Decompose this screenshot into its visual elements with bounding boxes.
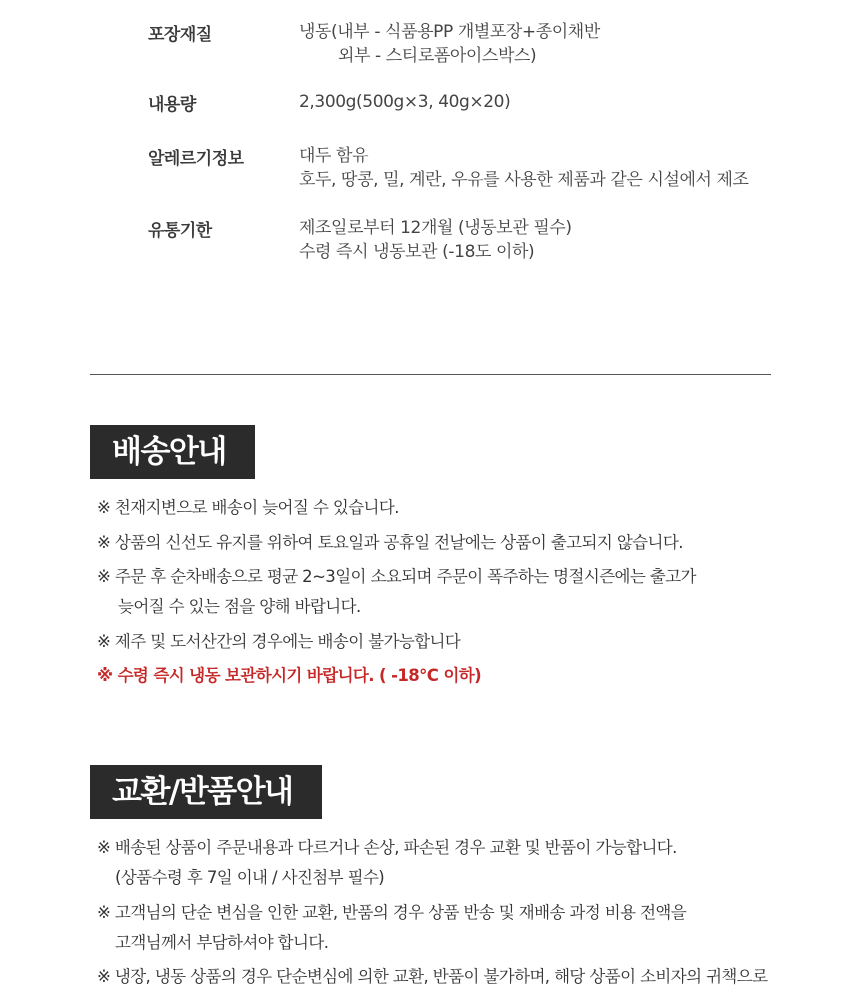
delivery-notice — [97, 562, 696, 622]
notice-line: ※ 배송된 상품이 주문내용과 다르거나 손상, 파손된 경우 교환 및 반품이 가능합니다. — [97, 838, 677, 857]
returns-notice — [97, 898, 686, 958]
spec-value-line: 호두, 땅콩, 밀, 계란, 우유를 사용한 제품과 같은 시설에서 제조 — [299, 170, 749, 190]
spec-value-line: 대두 함유 — [299, 146, 369, 166]
notice-line: ※ 천재지변으로 배송이 늦어질 수 있습니다. — [97, 498, 399, 517]
spec-value-line: 2,300g(500g×3, 40g×20) — [299, 92, 511, 112]
notice-line: ※ 냉장, 냉동 상품의 경우 단순변심에 의한 교환, 반품이 불가하며, 해당 상품이 소비자의 귀책으로 — [97, 967, 768, 986]
delivery-notice-highlight — [97, 661, 481, 691]
notice-line: 늦어질 수 있는 점을 양해 바랍니다. — [118, 597, 361, 616]
spec-value — [299, 216, 572, 264]
delivery-notice — [97, 627, 460, 657]
spec-value — [299, 20, 600, 68]
section-divider — [90, 374, 771, 375]
spec-value-line: 수령 즉시 냉동보관 (-18도 이하) — [299, 242, 535, 262]
spec-label: 알레르기정보 — [148, 149, 244, 169]
spec-value — [299, 144, 749, 192]
spec-label: 내용량 — [148, 95, 196, 115]
notice-line: ※ 고객님의 단순 변심을 인한 교환, 반품의 경우 상품 반송 및 재배송 과정 비용 전액을 — [97, 903, 687, 922]
delivery-notice — [97, 493, 399, 523]
spec-value-line: 냉동(내부 - 식품용PP 개별포장+종이채반 — [299, 22, 600, 42]
spec-label: 포장재질 — [148, 25, 212, 45]
delivery-section-title: 배송안내 — [90, 425, 255, 479]
notice-line: ※ 주문 후 순차배송으로 평균 2~3일이 소요되며 주문이 폭주하는 명절시즌에는 출고가 — [97, 567, 696, 586]
spec-value-line: 외부 - 스티로폼아이스박스) — [338, 46, 537, 66]
delivery-notice — [97, 528, 683, 558]
notice-line: ※ 상품의 신선도 유지를 위하여 토요일과 공휴일 전날에는 상품이 출고되지 않습니다. — [97, 533, 683, 552]
returns-section-title: 교환/반품안내 — [90, 765, 322, 819]
notice-line: 고객님께서 부담하셔야 합니다. — [115, 933, 329, 952]
spec-value-line: 제조일로부터 12개월 (냉동보관 필수) — [299, 218, 572, 238]
notice-line: (상품수령 후 7일 이내 / 사진첨부 필수) — [115, 868, 385, 887]
spec-value — [299, 90, 510, 114]
returns-notice — [97, 962, 767, 992]
returns-notice — [97, 833, 677, 893]
spec-label: 유통기한 — [148, 221, 212, 241]
notice-line: ※ 제주 및 도서산간의 경우에는 배송이 불가능합니다 — [97, 632, 461, 651]
notice-line: ※ 수령 즉시 냉동 보관하시기 바랍니다. ( -18°C 이하) — [97, 666, 482, 685]
